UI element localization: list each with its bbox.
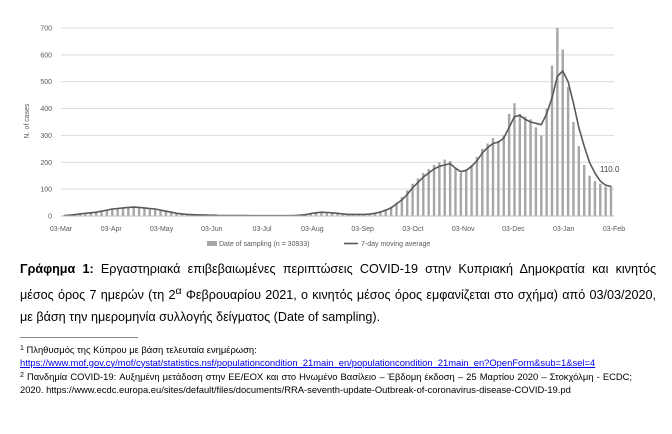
footnote-2-text: Πανδημία COVID-19: Αυξημένη μετάδοση στην ΕΕ/ΕΟΧ και στο Ηνωμένο Βασίλειο – Έβδομη έκδοση – 25 Μαρτίου 2020 – Στοκχόλμη - ECDC; 2020. https://www.ecdc.europa.eu/sites/default/files/documents/RRA-seventh-update-Outbreak-of-coronavirus-disease-COVID-19.pd [20, 371, 632, 395]
legend-bar-swatch [207, 241, 217, 246]
daily-case-bar [481, 149, 483, 216]
x-tick-label: 03-Mar [49, 226, 73, 233]
x-tick-label: 03-Nov [451, 226, 475, 233]
y-tick-label: 200 [40, 159, 52, 167]
daily-case-bar [444, 160, 446, 216]
daily-case-bar [583, 165, 585, 216]
footnote-2 [20, 371, 632, 396]
x-tick-label: 03-Sep [351, 226, 374, 233]
legend-line-label: 7-day moving average [361, 241, 431, 248]
legend-bar-label: Date of sampling (n = 30933) [219, 241, 310, 248]
daily-case-bar [154, 209, 156, 216]
x-tick-label: 03-Jan [553, 226, 575, 233]
footnote-1-number: 1 [20, 345, 24, 352]
last-value-annotation: 110.0 [600, 165, 620, 174]
moving-average-line [64, 71, 611, 216]
caption-text-continued: Φεβρουαρίου 2021, ο κινητός μέσος όρος εμφανίζεται στο σχήμα) από 03/03/2020, με βάση την ημερομηνία συλλογής δείγματος (Date of sampling). [20, 288, 656, 325]
y-tick-label: 600 [40, 52, 52, 60]
daily-case-bar [127, 207, 129, 216]
y-axis-label: N. of cases [24, 103, 31, 139]
footnotes [20, 344, 632, 396]
daily-case-bar [578, 146, 580, 216]
y-axis-tick-labels [40, 26, 52, 221]
footnote-divider [20, 337, 138, 338]
x-tick-label: 03-May [149, 226, 174, 233]
daily-case-bar [556, 28, 558, 216]
daily-case-bar [449, 161, 451, 216]
y-tick-label: 500 [40, 79, 52, 87]
daily-case-bar [545, 109, 547, 216]
x-tick-label: 03-Jun [201, 226, 223, 233]
daily-case-bar [454, 168, 456, 216]
daily-case-bar [138, 207, 140, 216]
footnote-1-text: Πληθυσμός της Κύπρου με βάση τελευταία ενημέρωση: [23, 344, 257, 355]
daily-case-bar [551, 66, 553, 216]
footnote-2-number: 2 [20, 372, 24, 380]
daily-case-bar [519, 114, 521, 216]
daily-case-bar [540, 135, 542, 216]
x-tick-label: 03-Jul [252, 226, 272, 233]
x-tick-label: 03-Apr [100, 226, 122, 233]
daily-case-bar [610, 186, 612, 216]
daily-case-bar [465, 170, 467, 216]
caption-label: Γράφημα 1: [20, 262, 94, 276]
daily-case-bar [604, 186, 606, 216]
y-tick-label: 0 [48, 213, 52, 221]
daily-case-bar [433, 165, 435, 216]
footnote-1 [20, 344, 632, 369]
daily-case-bar [143, 208, 145, 216]
daily-case-bar [599, 184, 601, 216]
daily-case-bar [529, 119, 531, 216]
y-tick-label: 400 [40, 106, 52, 114]
daily-case-bar [133, 207, 135, 216]
daily-case-bar [422, 173, 424, 216]
daily-case-bar [497, 141, 499, 216]
y-tick-label: 300 [40, 132, 52, 140]
daily-case-bar [486, 143, 488, 216]
caption-text: Εργαστηριακά επιβεβαιωμένες περιπτώσεις COVID-19 στην Κυπριακή Δημοκρατία και κινητός μέσος όρος 7 ημερών (τη 2 [20, 262, 657, 303]
caption-superscript: α [175, 285, 182, 297]
daily-case-bar [567, 87, 569, 216]
daily-case-bar [476, 157, 478, 216]
daily-case-bar [524, 117, 526, 216]
daily-case-bar [588, 176, 590, 216]
y-tick-label: 100 [40, 186, 52, 194]
daily-case-bar [427, 169, 429, 216]
footnote-1-link[interactable]: https://www.mof.gov.cy/mof/cystat/statistics.nsf/populationcondition_21main_en/populationcondition_21main_en?OpenForm&sub=1&sel=4 [20, 356, 596, 368]
x-tick-label: 03-Feb [602, 226, 626, 233]
chart-legend [207, 241, 430, 248]
daily-case-bar [470, 165, 472, 216]
daily-case-bar [503, 135, 505, 216]
daily-case-bar [594, 181, 596, 216]
daily-case-bar [492, 138, 494, 216]
daily-case-bar [122, 208, 124, 216]
y-tick-label: 700 [40, 25, 52, 33]
x-tick-label: 03-Aug [301, 226, 324, 233]
daily-case-bar [149, 208, 151, 216]
x-tick-label: 03-Oct [402, 226, 424, 233]
daily-case-bar [572, 122, 574, 216]
x-axis-tick-labels [50, 226, 625, 233]
figure-caption [20, 258, 656, 328]
daily-case-bar [535, 127, 537, 216]
daily-case-bar [438, 162, 440, 216]
daily-case-bar [460, 173, 462, 216]
x-tick-label: 03-Dec [502, 226, 525, 233]
